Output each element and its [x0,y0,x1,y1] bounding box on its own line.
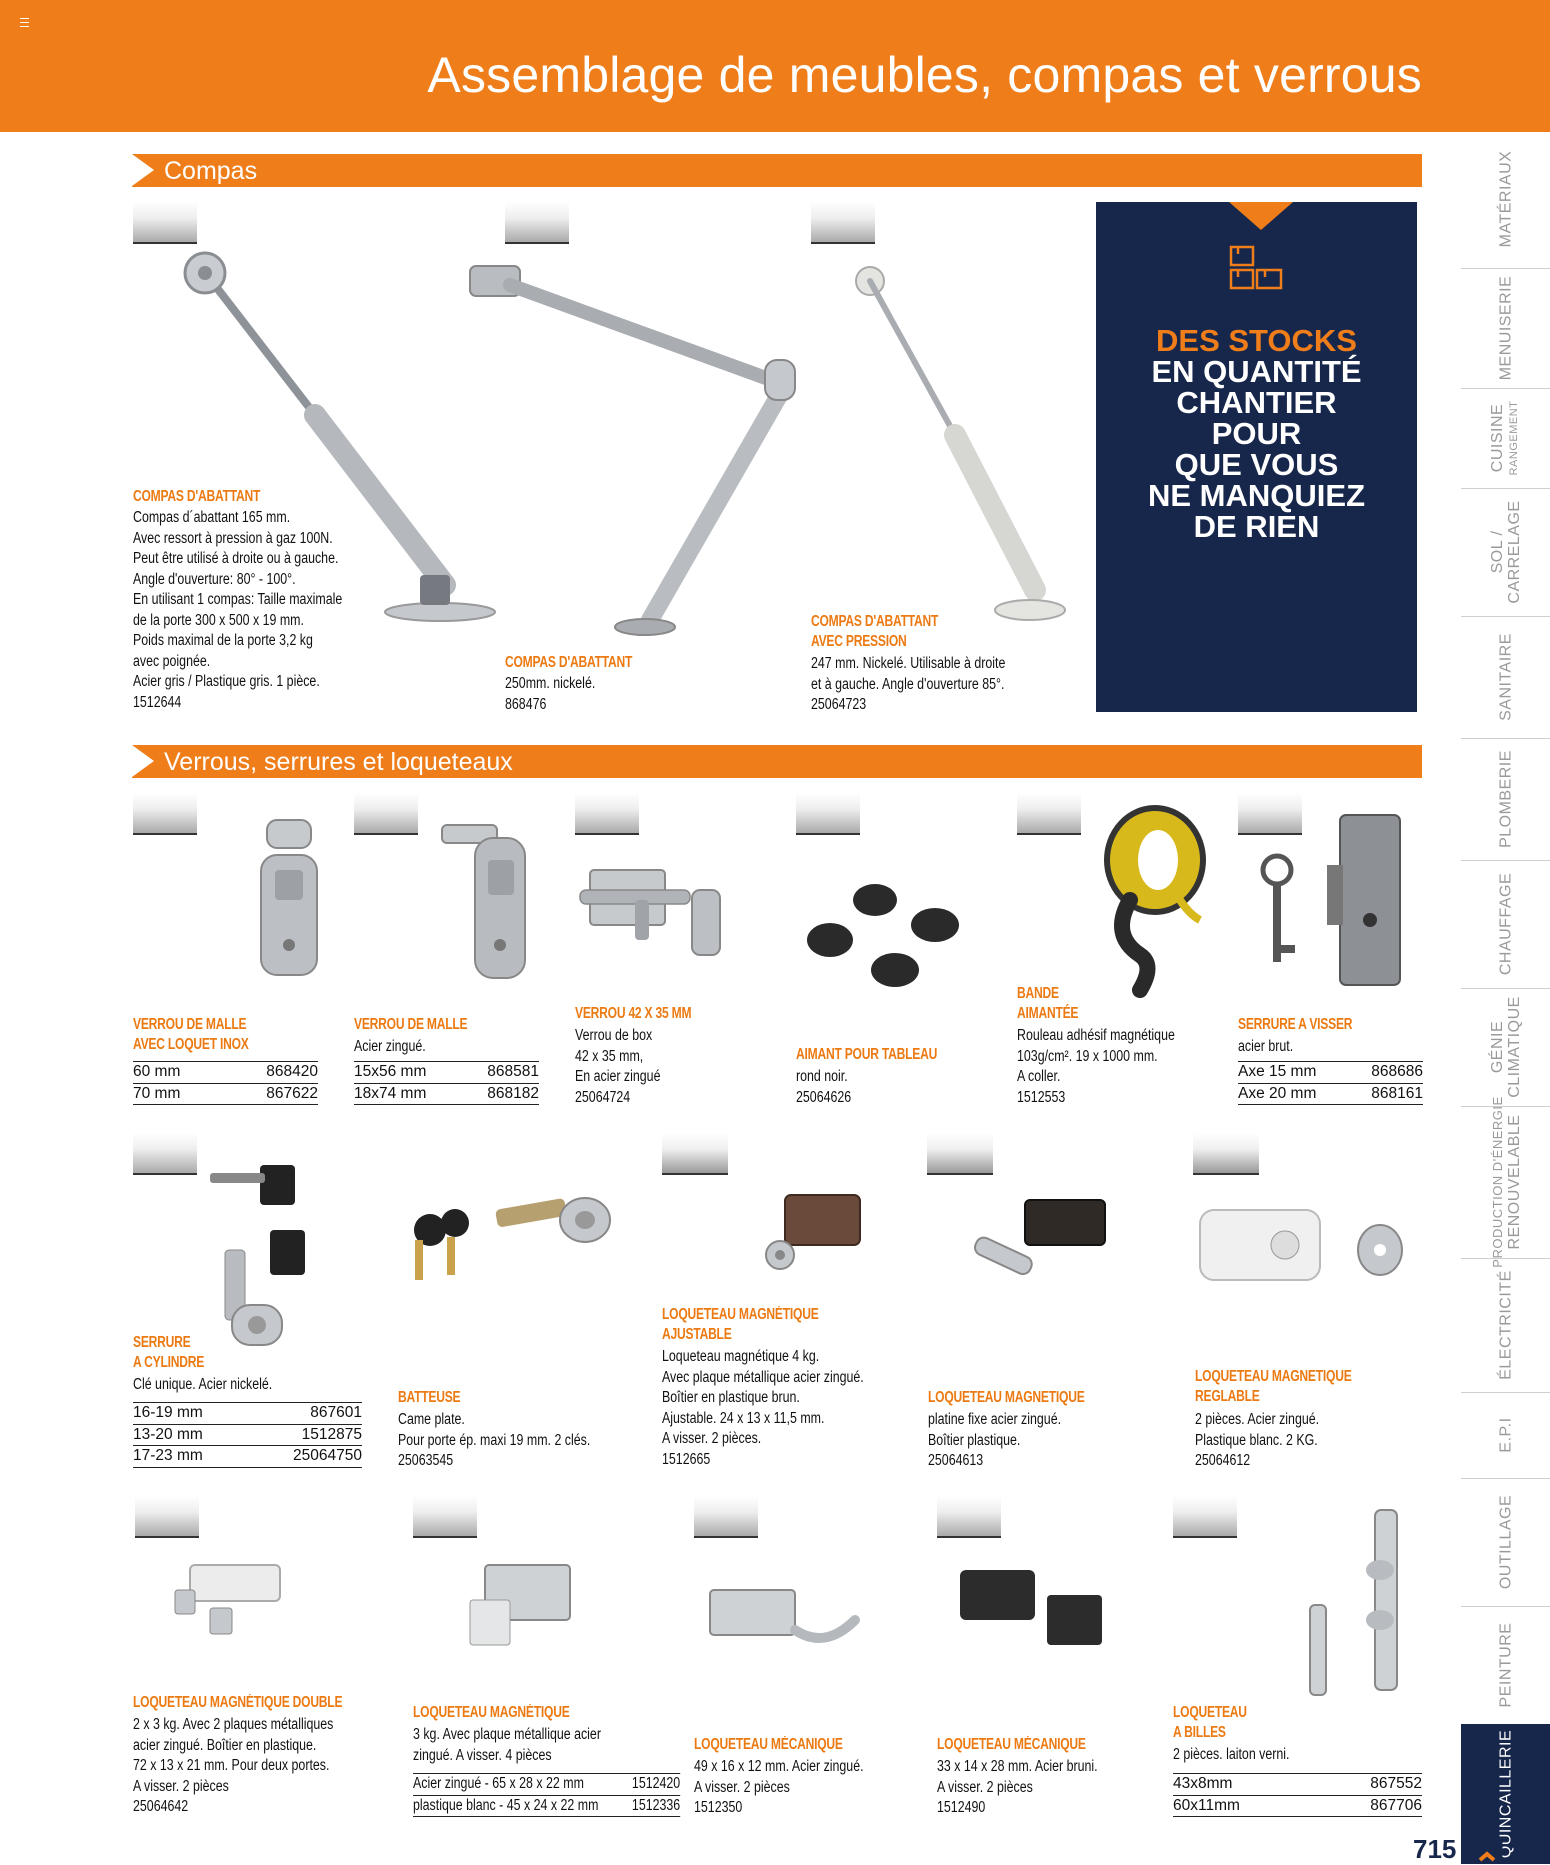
product-photo-thumbnail [937,1496,1001,1538]
sidebar-tab-outillage[interactable]: OUTILLAGE [1461,1478,1550,1607]
product-title: BATTEUSE [398,1389,461,1406]
product-description: Compas d´abattant 165 mm. Avec ressort à pression à gaz 100N. Peut être utilisé à droite ou à gauche. Angle d'ouverture: 80° - 100°. En utilisant 1 compas: Taille maximale de la porte 300 x 500 x 19 mm. Poids maximal de la porte 3,2 kg avec poignée. Acier gris / Plastique gris. 1 pièce. 1512644 [133,509,343,711]
product-photo-thumbnail [1017,793,1081,835]
sidebar-tab-sanitaire[interactable]: SANITAIRE [1461,616,1550,739]
product-description: platine fixe acier zingué. Boîtier plastique. 25064613 [928,1411,1062,1469]
product-description: 3 kg. Avec plaque métallique acier zingué. A visser. 4 pièces [413,1726,601,1764]
sidebar-tab-genie-climatique[interactable]: GÉNIE CLIMATIQUE [1461,988,1550,1107]
ball-catch-image [1305,1505,1420,1695]
boxes-icon [1230,246,1284,290]
sidebar-tab-energie-renouvelable[interactable]: PRODUCTION D'ÉNERGIE RENOUVELABLE [1461,1106,1550,1259]
product-title: COMPAS D'ABATTANT AVEC PRESSION [811,613,939,650]
sidebar-tab-epi[interactable]: E.P.I [1461,1392,1550,1479]
rim-lock-and-key-image [1255,810,1425,990]
product-reference-table: 16-19 mm 867601 13-20 mm 1512875 17-23 mm 25064750 [133,1402,362,1468]
magnetic-tape-roll-image [1100,805,1210,995]
bolt-latch-image [580,860,730,970]
product-description: 2 pièces. Acier zingué. Plastique blanc. 2 KG. 25064612 [1195,1411,1320,1469]
product-description: rond noir. 25064626 [796,1068,852,1106]
magnetic-catch-image [465,1560,585,1650]
magnetic-catch-image [1195,1195,1410,1295]
sidebar-tab-cuisine[interactable]: CUISINE RANGEMENT [1461,388,1550,489]
product-description: Loqueteau magnétique 4 kg. Avec plaque métallique acier zingué. Boîtier en plastique brun. Ajustable. 24 x 13 x 11,5 mm. A visser. 2 pièces. 1512665 [662,1348,864,1468]
product-photo-thumbnail [1193,1133,1259,1175]
product-title: COMPAS D'ABATTANT [133,488,261,505]
page-title: Assemblage de meubles, compas et verrous [427,47,1422,103]
product-title: LOQUETEAU MAGNÉTIQUE DOUBLE [133,1694,343,1711]
sidebar-tab-quincaillerie[interactable]: QUINCAILLERIE [1461,1724,1550,1864]
product-description: 33 x 14 x 28 mm. Acier bruni. A visser. 2 pièces 1512490 [937,1758,1098,1816]
product-reference-table: 15x56 mm 868581 18x74 mm 868182 [354,1061,539,1105]
promo-text: DES STOCKS EN QUANTITÉ CHANTIER POUR QUE VOUS NE MANQUIEZ DE RIEN [1148,323,1365,544]
product-description: Acier zingué. [354,1038,426,1055]
product-title: LOQUETEAU MAGNETIQUE [928,1389,1085,1406]
sidebar-tab-peinture[interactable]: PEINTURE [1461,1606,1550,1725]
product-description: Clé unique. Acier nickelé. [133,1376,273,1393]
trunk-latch-image [440,820,540,985]
page-number: 715 [1413,1834,1457,1864]
section-title: Verrous, serrures et loqueteaux [164,748,513,776]
product-title: LOQUETEAU MAGNETIQUE REGLABLE [1195,1368,1352,1405]
product-title: VERROU 42 X 35 MM [575,1005,692,1022]
mechanical-catch-image [955,1565,1115,1665]
product-description: 247 mm. Nickelé. Utilisable à droite et à gauche. Angle d'ouverture 85°. 25064723 [811,655,1006,713]
sidebar-tab-materiaux[interactable]: MATÉRIAUX [1461,130,1550,269]
product-reference-table: 60 mm 868420 70 mm 867622 [133,1061,318,1105]
trunk-latch-image [255,815,325,985]
product-photo-thumbnail [575,793,639,835]
product-title: LOQUETEAU MÉCANIQUE [694,1736,843,1753]
product-description: 2 x 3 kg. Avec 2 plaques métalliques acier zingué. Boîtier en plastique. 72 x 13 x 21 mm. Pour deux portes. A visser. 2 pièces 25064642 [133,1716,334,1815]
product-photo-thumbnail [505,202,569,244]
product-title: COMPAS D'ABATTANT [505,654,633,671]
product-photo-thumbnail [133,202,197,244]
section-bar-verrous [132,745,1422,778]
product-title: LOQUETEAU MAGNÉTIQUE AJUSTABLE [662,1306,819,1343]
product-reference-table: Acier zingué - 65 x 28 x 22 mm 1512420 plastique blanc - 45 x 24 x 22 mm 1512336 [413,1773,680,1817]
sidebar-tab-menuiserie[interactable]: MENUISERIE [1461,268,1550,389]
chevron-right-icon [132,745,154,777]
folding-stay-image [465,260,810,640]
sidebar-tab-electricite[interactable]: ÉLECTRICITÉ [1461,1258,1550,1393]
product-description: 49 x 16 x 12 mm. Acier zingué. A visser. 2 pièces 1512350 [694,1758,864,1816]
magnetic-catch-image [760,1185,870,1275]
product-description: Verrou de box 42 x 35 mm, En acier zingué 25064724 [575,1027,661,1106]
sidebar-tab-chauffage[interactable]: CHAUFFAGE [1461,860,1550,989]
menu-icon[interactable] [20,18,29,27]
product-description: Came plate. Pour porte ép. maxi 19 mm. 2 clés. 25063545 [398,1411,591,1469]
product-title: LOQUETEAU A BILLES [1173,1704,1247,1741]
product-title: SERRURE A CYLINDRE [133,1334,205,1371]
double-magnetic-catch-image [170,1560,300,1640]
product-photo-thumbnail [133,1133,197,1175]
section-title: Compas [164,157,258,185]
product-title: LOQUETEAU MÉCANIQUE [937,1736,1086,1753]
product-reference-table: Axe 15 mm 868686 Axe 20 mm 868161 [1238,1061,1423,1105]
product-description: acier brut. [1238,1038,1294,1055]
product-description: 2 pièces. laiton verni. [1173,1746,1290,1763]
product-title: BANDE AIMANTÉE [1017,985,1079,1022]
product-photo-thumbnail [135,1496,199,1538]
sidebar-tab-sol-carrelage[interactable]: SOL / CARRELAGE [1461,488,1550,617]
page-header [0,0,1550,132]
product-photo-thumbnail [811,202,875,244]
product-photo-thumbnail [796,793,860,835]
mechanical-catch-image [705,1580,865,1660]
cam-lock-image [405,1185,620,1295]
sidebar-tab-plomberie[interactable]: PLOMBERIE [1461,738,1550,861]
m-logo-icon [1472,1838,1502,1862]
product-title: AIMANT POUR TABLEAU [796,1046,938,1063]
product-photo-thumbnail [413,1496,477,1538]
promo-notch [1229,202,1293,230]
magnetic-catch-image [975,1190,1115,1280]
category-sidebar [1461,130,1550,1859]
product-title: VERROU DE MALLE [354,1016,468,1033]
product-title: VERROU DE MALLE AVEC LOQUET INOX [133,1016,249,1053]
product-title: SERRURE A VISSER [1238,1016,1353,1033]
product-photo-thumbnail [694,1496,758,1538]
round-magnets-image [805,875,965,995]
product-description: Rouleau adhésif magnétique 103g/cm². 19 x 1000 mm. A coller. 1512553 [1017,1027,1175,1106]
product-photo-thumbnail [662,1133,728,1175]
product-title: LOQUETEAU MAGNÉTIQUE [413,1704,570,1721]
section-bar-compas [132,154,1422,187]
product-photo-thumbnail [354,793,418,835]
product-photo-thumbnail [927,1133,993,1175]
product-description: 250mm. nickelé. 868476 [505,675,596,713]
product-reference-table: 43x8mm 867552 60x11mm 867706 [1173,1773,1422,1817]
product-photo-thumbnail [1173,1496,1237,1538]
product-photo-thumbnail [133,793,197,835]
pressure-strut-image [840,255,1070,625]
chevron-right-icon [132,154,154,186]
cylinder-lock-image [210,1155,340,1355]
